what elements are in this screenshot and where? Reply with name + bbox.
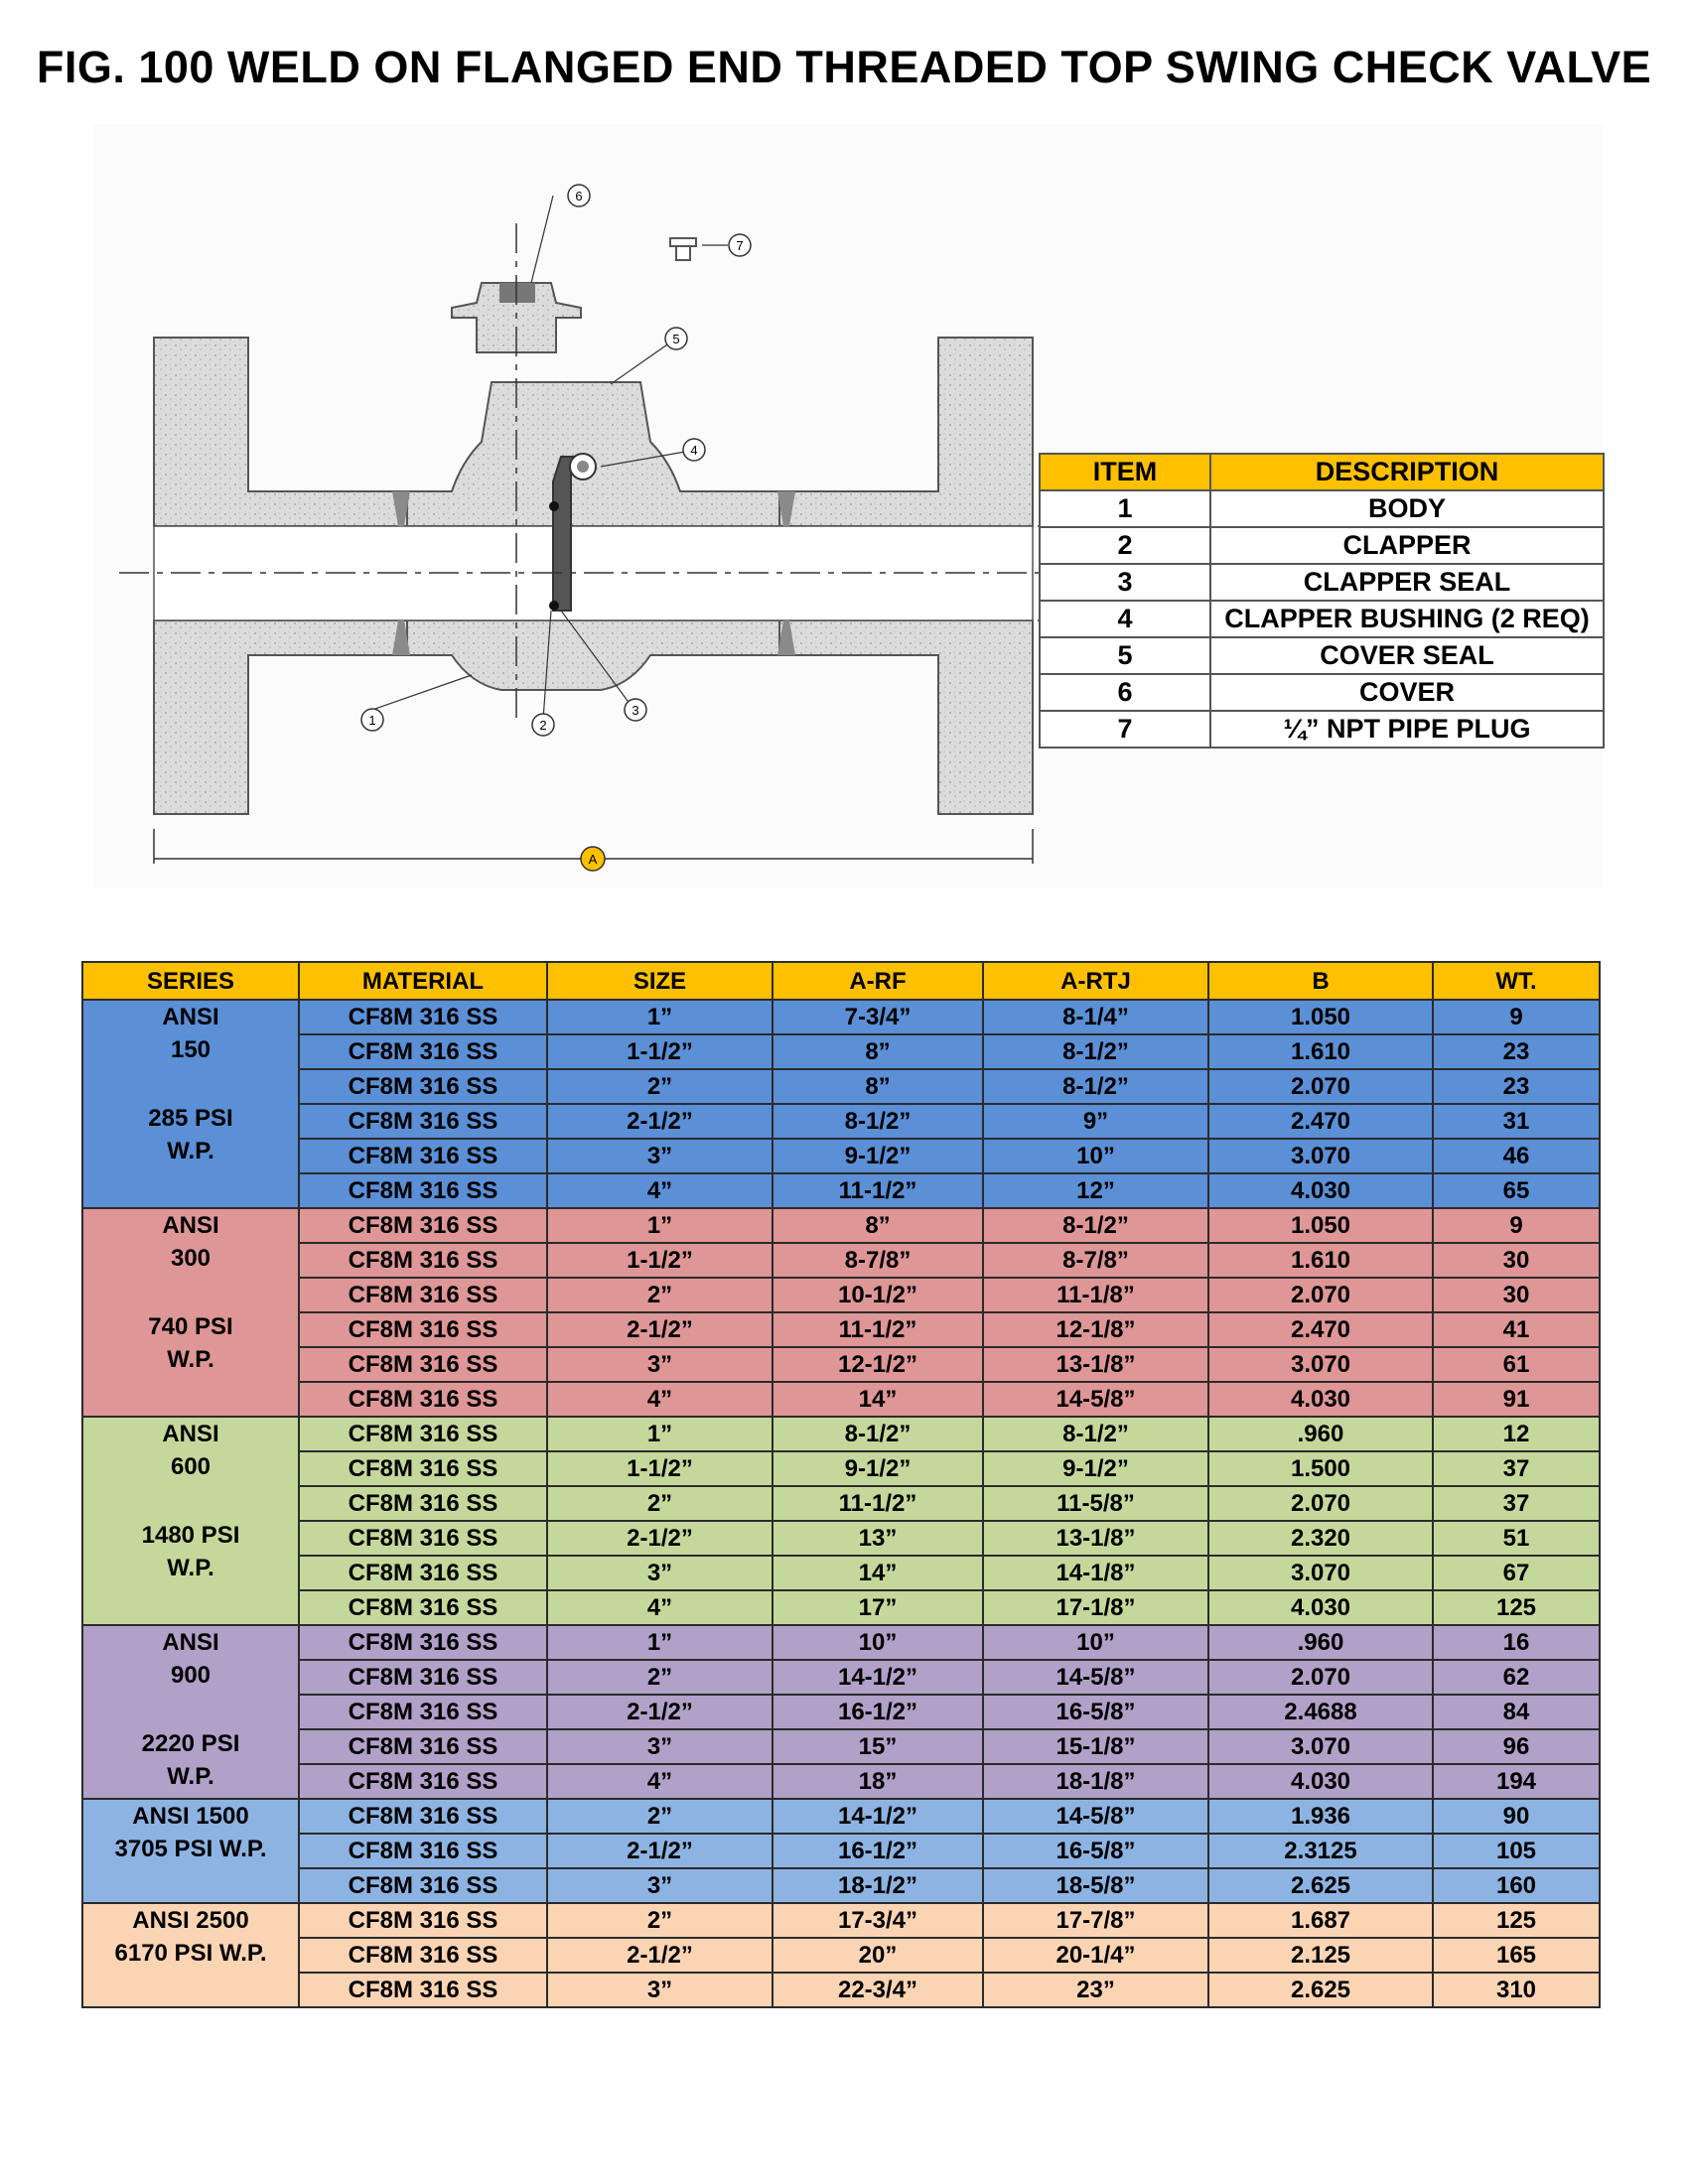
parts-cell-description: CLAPPER BUSHING (2 REQ) [1210, 601, 1604, 637]
cell-size: 3” [547, 1139, 773, 1173]
cell-size: 3” [547, 1347, 773, 1382]
cell-a-rtj: 16-5/8” [983, 1834, 1208, 1868]
series-cell [82, 1000, 299, 1208]
cell-a-rf: 16-1/2” [773, 1834, 983, 1868]
svg-text:3: 3 [632, 703, 639, 718]
spec-row [82, 1069, 1600, 1104]
spec-row [82, 1764, 1600, 1799]
cell-material: CF8M 316 SS [299, 1938, 547, 1973]
page-title: FIG. 100 WELD ON FLANGED END THREADED TOP SWING CHECK VALVE [36, 42, 1652, 92]
spec-row [82, 1834, 1600, 1868]
cell-wt: 23 [1433, 1069, 1600, 1104]
callout-3 [625, 699, 646, 721]
cell-material: CF8M 316 SS [299, 1834, 547, 1868]
spec-row [82, 1486, 1600, 1521]
cell-wt: 37 [1433, 1486, 1600, 1521]
cell-wt: 12 [1433, 1417, 1600, 1451]
spec-row [82, 1695, 1600, 1729]
cell-material: CF8M 316 SS [299, 1799, 547, 1834]
cell-material: CF8M 316 SS [299, 1764, 547, 1799]
series-line: 3705 PSI W.P. [114, 1836, 267, 1862]
cell-b: 4.030 [1208, 1173, 1433, 1208]
cell-material: CF8M 316 SS [299, 1868, 547, 1903]
cell-a-rf: 8” [773, 1069, 983, 1104]
cell-material: CF8M 316 SS [299, 1660, 547, 1695]
cell-a-rf: 15” [773, 1729, 983, 1764]
cell-a-rtj: 14-5/8” [983, 1382, 1208, 1417]
spec-row [82, 1868, 1600, 1903]
parts-table [1039, 453, 1605, 749]
cell-a-rf: 11-1/2” [773, 1486, 983, 1521]
cell-b: 2.4688 [1208, 1695, 1433, 1729]
series-cell [82, 1625, 299, 1799]
cell-wt: 125 [1433, 1903, 1600, 1938]
cell-size: 2” [547, 1278, 773, 1312]
cell-b: 1.936 [1208, 1799, 1433, 1834]
cell-a-rf: 22-3/4” [773, 1973, 983, 2007]
cell-wt: 165 [1433, 1938, 1600, 1973]
spec-row [82, 1208, 1600, 1243]
cell-a-rf: 7-3/4” [773, 1000, 983, 1034]
spec-row [82, 1903, 1600, 1938]
cell-a-rf: 14-1/2” [773, 1799, 983, 1834]
cell-a-rf: 8” [773, 1034, 983, 1069]
svg-text:2: 2 [539, 718, 547, 733]
cell-a-rtj: 12” [983, 1173, 1208, 1208]
cell-size: 2” [547, 1660, 773, 1695]
cell-wt: 105 [1433, 1834, 1600, 1868]
cell-a-rtj: 10” [983, 1625, 1208, 1660]
cell-b: .960 [1208, 1625, 1433, 1660]
parts-row [1040, 527, 1604, 564]
cell-wt: 91 [1433, 1382, 1600, 1417]
cell-size: 1-1/2” [547, 1243, 773, 1278]
header-series: SERIES [82, 962, 299, 1000]
cell-a-rtj: 11-1/8” [983, 1278, 1208, 1312]
cell-b: 2.070 [1208, 1278, 1433, 1312]
cell-a-rtj: 14-5/8” [983, 1799, 1208, 1834]
cell-a-rtj: 17-7/8” [983, 1903, 1208, 1938]
cell-a-rtj: 14-1/8” [983, 1556, 1208, 1590]
cell-material: CF8M 316 SS [299, 1973, 547, 2007]
cell-b: 3.070 [1208, 1556, 1433, 1590]
series-line: 6170 PSI W.P. [114, 1940, 267, 1967]
cell-a-rf: 9-1/2” [773, 1139, 983, 1173]
svg-text:4: 4 [690, 443, 698, 458]
cell-size: 2” [547, 1486, 773, 1521]
header-a-rf: A-RF [773, 962, 983, 1000]
cell-material: CF8M 316 SS [299, 1347, 547, 1382]
spec-row [82, 1034, 1600, 1069]
cell-a-rf: 10-1/2” [773, 1278, 983, 1312]
parts-cell-item: 5 [1040, 637, 1210, 674]
cell-a-rtj: 13-1/8” [983, 1521, 1208, 1556]
cell-material: CF8M 316 SS [299, 1451, 547, 1486]
header-size: SIZE [547, 962, 773, 1000]
cell-size: 2” [547, 1903, 773, 1938]
spec-header-row [82, 962, 1600, 1000]
series-cell [82, 1417, 299, 1625]
parts-cell-description: ¼” NPT PIPE PLUG [1210, 711, 1604, 748]
series-line: W.P. [167, 1763, 214, 1790]
cell-a-rf: 16-1/2” [773, 1695, 983, 1729]
cell-b: 4.030 [1208, 1764, 1433, 1799]
cell-size: 3” [547, 1973, 773, 2007]
parts-cell-item: 4 [1040, 601, 1210, 637]
spec-row [82, 1590, 1600, 1625]
cell-material: CF8M 316 SS [299, 1312, 547, 1347]
cell-a-rf: 17” [773, 1590, 983, 1625]
svg-text:6: 6 [575, 189, 583, 204]
cell-size: 1” [547, 1208, 773, 1243]
cell-material: CF8M 316 SS [299, 1243, 547, 1278]
callout-1 [361, 709, 383, 731]
cell-material: CF8M 316 SS [299, 1556, 547, 1590]
header-wt: WT. [1433, 962, 1600, 1000]
cell-size: 2-1/2” [547, 1521, 773, 1556]
cell-a-rtj: 18-1/8” [983, 1764, 1208, 1799]
cell-b: 1.610 [1208, 1243, 1433, 1278]
series-line: 740 PSI [148, 1313, 233, 1340]
callout-5 [665, 328, 687, 349]
cell-wt: 51 [1433, 1521, 1600, 1556]
series-line: 2220 PSI [141, 1730, 240, 1757]
cell-size: 1” [547, 1417, 773, 1451]
cell-size: 4” [547, 1590, 773, 1625]
cell-material: CF8M 316 SS [299, 1417, 547, 1451]
spec-row [82, 1278, 1600, 1312]
cell-b: 1.610 [1208, 1034, 1433, 1069]
cell-size: 1” [547, 1625, 773, 1660]
cell-wt: 194 [1433, 1764, 1600, 1799]
cell-a-rf: 18” [773, 1764, 983, 1799]
cell-wt: 65 [1433, 1173, 1600, 1208]
cell-b: 2.070 [1208, 1486, 1433, 1521]
cell-a-rtj: 11-5/8” [983, 1486, 1208, 1521]
cell-b: 2.320 [1208, 1521, 1433, 1556]
cell-wt: 90 [1433, 1799, 1600, 1834]
parts-row [1040, 674, 1604, 711]
parts-header-row [1040, 454, 1604, 490]
cell-wt: 31 [1433, 1104, 1600, 1139]
cell-b: 2.470 [1208, 1312, 1433, 1347]
cell-a-rtj: 10” [983, 1139, 1208, 1173]
cell-a-rf: 11-1/2” [773, 1312, 983, 1347]
series-line: 600 [170, 1453, 211, 1480]
cell-a-rf: 20” [773, 1938, 983, 1973]
cell-b: 2.125 [1208, 1938, 1433, 1973]
cell-material: CF8M 316 SS [299, 1104, 547, 1139]
cell-a-rtj: 20-1/4” [983, 1938, 1208, 1973]
cell-size: 4” [547, 1764, 773, 1799]
cell-size: 3” [547, 1556, 773, 1590]
series-line: W.P. [167, 1138, 214, 1164]
cell-a-rtj: 8-1/2” [983, 1034, 1208, 1069]
cell-a-rtj: 23” [983, 1973, 1208, 2007]
spec-row [82, 1417, 1600, 1451]
parts-cell-item: 6 [1040, 674, 1210, 711]
cell-b: 2.470 [1208, 1104, 1433, 1139]
svg-text:5: 5 [672, 332, 680, 346]
cell-b: 1.500 [1208, 1451, 1433, 1486]
cell-wt: 125 [1433, 1590, 1600, 1625]
parts-table-body [1040, 490, 1604, 748]
cell-material: CF8M 316 SS [299, 1139, 547, 1173]
svg-text:7: 7 [736, 238, 744, 253]
spec-row [82, 1312, 1600, 1347]
series-line [83, 1275, 298, 1310]
parts-cell-description: CLAPPER SEAL [1210, 564, 1604, 601]
cell-a-rf: 10” [773, 1625, 983, 1660]
cell-a-rtj: 8-1/2” [983, 1208, 1208, 1243]
parts-row [1040, 564, 1604, 601]
cell-b: 2.070 [1208, 1069, 1433, 1104]
cell-b: 4.030 [1208, 1382, 1433, 1417]
callout-6 [568, 185, 590, 206]
cell-material: CF8M 316 SS [299, 1903, 547, 1938]
cell-a-rf: 18-1/2” [773, 1868, 983, 1903]
cell-a-rtj: 15-1/8” [983, 1729, 1208, 1764]
cell-wt: 9 [1433, 1000, 1600, 1034]
cell-a-rtj: 12-1/8” [983, 1312, 1208, 1347]
cell-a-rf: 8-1/2” [773, 1417, 983, 1451]
cell-a-rf: 8-1/2” [773, 1104, 983, 1139]
cell-size: 2-1/2” [547, 1695, 773, 1729]
spec-row [82, 1000, 1600, 1034]
spec-row [82, 1521, 1600, 1556]
parts-header-description: DESCRIPTION [1210, 454, 1604, 490]
cell-size: 1” [547, 1000, 773, 1034]
series-line: ANSI [162, 1421, 219, 1447]
spec-row [82, 1173, 1600, 1208]
parts-cell-description: BODY [1210, 490, 1604, 527]
cell-wt: 62 [1433, 1660, 1600, 1695]
parts-cell-item: 7 [1040, 711, 1210, 748]
cell-material: CF8M 316 SS [299, 1208, 547, 1243]
cell-material: CF8M 316 SS [299, 1382, 547, 1417]
cell-a-rf: 11-1/2” [773, 1173, 983, 1208]
callout-7 [729, 234, 751, 256]
header-b: B [1208, 962, 1433, 1000]
cell-material: CF8M 316 SS [299, 1590, 547, 1625]
cell-a-rf: 17-3/4” [773, 1903, 983, 1938]
cell-a-rf: 8” [773, 1208, 983, 1243]
cell-wt: 30 [1433, 1243, 1600, 1278]
series-line: W.P. [167, 1346, 214, 1373]
cell-wt: 9 [1433, 1208, 1600, 1243]
cell-size: 2-1/2” [547, 1834, 773, 1868]
series-line: 900 [170, 1662, 211, 1689]
series-cell [82, 1208, 299, 1417]
cell-b: 1.687 [1208, 1903, 1433, 1938]
dim-a-label: A [588, 852, 598, 867]
cell-size: 2-1/2” [547, 1938, 773, 1973]
cell-size: 2” [547, 1069, 773, 1104]
series-line: ANSI [162, 1004, 219, 1030]
cell-b: 3.070 [1208, 1729, 1433, 1764]
cell-material: CF8M 316 SS [299, 1034, 547, 1069]
spec-table [81, 961, 1601, 2008]
spec-row [82, 1660, 1600, 1695]
cell-material: CF8M 316 SS [299, 1521, 547, 1556]
cell-a-rtj: 18-5/8” [983, 1868, 1208, 1903]
parts-row [1040, 711, 1604, 748]
cell-size: 2” [547, 1799, 773, 1834]
parts-cell-item: 3 [1040, 564, 1210, 601]
cell-size: 3” [547, 1729, 773, 1764]
cell-a-rtj: 8-7/8” [983, 1243, 1208, 1278]
cell-a-rf: 14” [773, 1382, 983, 1417]
series-cell [82, 1799, 299, 1903]
spec-row [82, 1451, 1600, 1486]
series-line: 150 [170, 1036, 211, 1063]
header-material: MATERIAL [299, 962, 547, 1000]
cell-size: 2-1/2” [547, 1312, 773, 1347]
spec-row [82, 1139, 1600, 1173]
cell-b: 3.070 [1208, 1139, 1433, 1173]
cell-material: CF8M 316 SS [299, 1069, 547, 1104]
series-line: ANSI 1500 [132, 1803, 249, 1830]
parts-header-item: ITEM [1040, 454, 1210, 490]
cell-b: 3.070 [1208, 1347, 1433, 1382]
spec-row [82, 1799, 1600, 1834]
cell-material: CF8M 316 SS [299, 1729, 547, 1764]
parts-row [1040, 601, 1604, 637]
spec-row [82, 1382, 1600, 1417]
callout-4 [683, 439, 705, 461]
cell-material: CF8M 316 SS [299, 1173, 547, 1208]
spec-row [82, 1729, 1600, 1764]
cell-a-rf: 13” [773, 1521, 983, 1556]
series-line [83, 1483, 298, 1519]
cell-a-rtj: 13-1/8” [983, 1347, 1208, 1382]
cell-b: 4.030 [1208, 1590, 1433, 1625]
cell-size: 1-1/2” [547, 1034, 773, 1069]
cell-a-rf: 8-7/8” [773, 1243, 983, 1278]
parts-cell-item: 1 [1040, 490, 1210, 527]
cell-a-rtj: 17-1/8” [983, 1590, 1208, 1625]
spec-row [82, 1973, 1600, 2007]
parts-cell-description: COVER SEAL [1210, 637, 1604, 674]
cell-wt: 37 [1433, 1451, 1600, 1486]
cell-size: 4” [547, 1173, 773, 1208]
spec-row [82, 1625, 1600, 1660]
spec-row [82, 1104, 1600, 1139]
cell-b: 2.070 [1208, 1660, 1433, 1695]
series-line [83, 1066, 298, 1102]
cell-material: CF8M 316 SS [299, 1486, 547, 1521]
parts-cell-description: CLAPPER [1210, 527, 1604, 564]
spec-row [82, 1556, 1600, 1590]
cell-a-rtj: 14-5/8” [983, 1660, 1208, 1695]
header-a-rtj: A-RTJ [983, 962, 1208, 1000]
cell-material: CF8M 316 SS [299, 1695, 547, 1729]
series-cell [82, 1903, 299, 2007]
parts-cell-item: 2 [1040, 527, 1210, 564]
spec-table-body [82, 1000, 1600, 2007]
series-line [83, 1692, 298, 1727]
cell-wt: 41 [1433, 1312, 1600, 1347]
cell-wt: 67 [1433, 1556, 1600, 1590]
cell-wt: 46 [1433, 1139, 1600, 1173]
cell-size: 4” [547, 1382, 773, 1417]
cell-b: 1.050 [1208, 1000, 1433, 1034]
cell-a-rtj: 8-1/4” [983, 1000, 1208, 1034]
cell-a-rtj: 8-1/2” [983, 1417, 1208, 1451]
cell-a-rf: 12-1/2” [773, 1347, 983, 1382]
cell-b: 1.050 [1208, 1208, 1433, 1243]
cell-b: 2.625 [1208, 1868, 1433, 1903]
parts-row [1040, 490, 1604, 527]
spec-row [82, 1347, 1600, 1382]
series-line: ANSI [162, 1629, 219, 1656]
cell-material: CF8M 316 SS [299, 1278, 547, 1312]
cell-a-rtj: 16-5/8” [983, 1695, 1208, 1729]
cell-a-rf: 9-1/2” [773, 1451, 983, 1486]
callout-2 [532, 714, 554, 736]
cell-wt: 310 [1433, 1973, 1600, 2007]
series-line: 285 PSI [148, 1105, 233, 1132]
spec-row [82, 1243, 1600, 1278]
cell-wt: 96 [1433, 1729, 1600, 1764]
cell-size: 3” [547, 1868, 773, 1903]
series-line: ANSI 2500 [132, 1907, 249, 1934]
cell-size: 1-1/2” [547, 1451, 773, 1486]
series-line: ANSI [162, 1212, 219, 1239]
series-line: W.P. [167, 1555, 214, 1581]
cell-wt: 23 [1433, 1034, 1600, 1069]
cell-b: .960 [1208, 1417, 1433, 1451]
cell-a-rf: 14” [773, 1556, 983, 1590]
cell-material: CF8M 316 SS [299, 1000, 547, 1034]
cell-size: 2-1/2” [547, 1104, 773, 1139]
series-line: 1480 PSI [141, 1522, 240, 1549]
cell-a-rtj: 9” [983, 1104, 1208, 1139]
spec-row [82, 1938, 1600, 1973]
cell-material: CF8M 316 SS [299, 1625, 547, 1660]
cell-b: 2.625 [1208, 1973, 1433, 2007]
parts-cell-description: COVER [1210, 674, 1604, 711]
cell-wt: 30 [1433, 1278, 1600, 1312]
cell-a-rtj: 9-1/2” [983, 1451, 1208, 1486]
cell-wt: 84 [1433, 1695, 1600, 1729]
cell-a-rtj: 8-1/2” [983, 1069, 1208, 1104]
cell-wt: 160 [1433, 1868, 1600, 1903]
svg-text:1: 1 [368, 713, 376, 728]
series-line: 300 [170, 1245, 211, 1272]
cell-a-rf: 14-1/2” [773, 1660, 983, 1695]
cell-b: 2.3125 [1208, 1834, 1433, 1868]
parts-row [1040, 637, 1604, 674]
cell-wt: 16 [1433, 1625, 1600, 1660]
cell-wt: 61 [1433, 1347, 1600, 1382]
